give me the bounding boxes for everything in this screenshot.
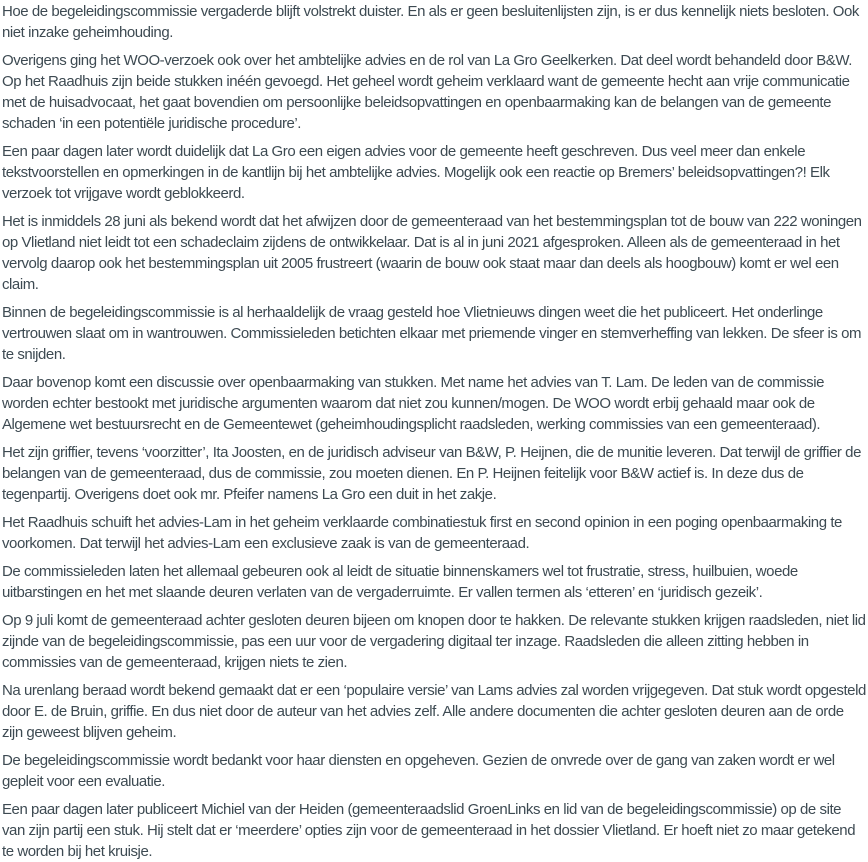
article-paragraph: Het Raadhuis schuift het advies-Lam in het geheim verklaarde combinatiestuk first en second opinion in een poging openbaarmaking te voorkomen. Dat terwijl het advies-Lam een exclusieve zaak is van de gemeenteraad. <box>2 514 842 552</box>
article-paragraph: Daar bovenop komt een discussie over openbaarmaking van stukken. Met name het advies van T. Lam. De leden van de commissie worden echter bestookt met juridische argumenten waarom dat niet zou kunnen/mogen. De WOO wordt erbij gehaald maar ook de Algemene wet bestuursrecht en de Gemeentewet (geheimhoudingsplicht raadsleden, werking commissies van een gemeenteraad). <box>2 374 824 433</box>
article-paragraph: Hoe de begeleidingscommissie vergaderde blijft volstrekt duister. En als er geen besluitenlijsten zijn, is er dus kennelijk niets besloten. Ook niet inzake geheimhouding. <box>2 3 859 41</box>
article-paragraph: Het zijn griffier, tevens ‘voorzitter’, Ita Joosten, en de juridisch adviseur van B&W, P. Heijnen, die de munitie leveren. Dat terwijl de griffier de belangen van de gemeenteraad, dus de commissie, zou moeten dienen. En P. Heijnen feitelijk voor B&W actief is. In deze dus de tegenpartij. Overigens doet ook mr. Pfeifer namens La Gro een duit in het zakje. <box>2 444 861 503</box>
article-paragraph: Het is inmiddels 28 juni als bekend wordt dat het afwijzen door de gemeenteraad van het bestemmingsplan tot de bouw van 222 woningen op Vlietland niet leidt tot een schadeclaim zijdens de ontwikkelaar. Dat is al in juni 2021 afgesproken. Alleen als de gemeenteraad in het vervolg daarop ook het bestemmingsplan uit 2005 frustreert (waarin de bouw ook staat maar dan deels als hoogbouw) komt er wel een claim. <box>2 213 862 293</box>
article-paragraph: Binnen de begeleidingscommissie is al herhaaldelijk de vraag gesteld hoe Vlietnieuws dingen weet die het publiceert. Het onderlinge vertrouwen slaat om in wantrouwen. Commissieleden betichten elkaar met priemende vinger en stemverheffing van lekken. De sfeer is om te snijden. <box>2 304 862 363</box>
article-paragraph: Op 9 juli komt de gemeenteraad achter gesloten deuren bijeen om knopen door te hakken. De relevante stukken krijgen raadsleden, niet lid zijnde van de begeleidingscommissie, pas een uur voor de vergadering digitaal ter inzage. Raadsleden die alleen zitting hebben in commissies van de gemeenteraad, krijgen niets te zien. <box>2 612 866 671</box>
article-paragraph: De commissieleden laten het allemaal gebeuren ook al leidt de situatie binnenskamers wel tot frustratie, stress, huilbuien, woede uitbarstingen en het met slaande deuren verlaten van de vergaderruimte. Er vallen termen als ‘etteren’ en ‘juridisch gezeik’. <box>2 563 798 601</box>
article-body <box>2 1 867 862</box>
article-paragraph: Een paar dagen later wordt duidelijk dat La Gro een eigen advies voor de gemeente heeft geschreven. Dus veel meer dan enkele tekstvoorstellen en opmerkingen in de kantlijn bij het ambtelijke advies. Mogelijk ook een reactie op Bremers’ beleidsopvattingen?! Elk verzoek tot vrijgave wordt geblokkeerd. <box>2 143 830 202</box>
article-paragraph: Na urenlang beraad wordt bekend gemaakt dat er een ‘populaire versie’ van Lams advies zal worden vrijgegeven. Dat stuk wordt opgesteld door E. de Bruin, griffie. En dus niet door de auteur van het advies zelf. Alle andere documenten die achter gesloten deuren aan de orde zijn geweest blijven geheim. <box>2 682 866 741</box>
article-paragraph: Een paar dagen later publiceert Michiel van der Heiden (gemeenteraadslid GroenLinks en lid van de begeleidingscommissie) op de site van zijn partij een stuk. Hij stelt dat er ‘meerdere’ opties zijn voor de gemeenteraad in het dossier Vlietland. Er hoeft niet zo maar getekend te worden bij het kruisje. <box>2 801 856 860</box>
article-paragraph: De begeleidingscommissie wordt bedankt voor haar diensten en opgeheven. Gezien de onvrede over de gang van zaken wordt er wel gepleit voor een evaluatie. <box>2 752 835 790</box>
article-paragraph: Overigens ging het WOO-verzoek ook over het ambtelijke advies en de rol van La Gro Geelkerken. Dat deel wordt behandeld door B&W. Op het Raadhuis zijn beide stukken inéén gevoegd. Het geheel wordt geheim verklaard want de gemeente hecht aan vrije communicatie met de huisadvocaat, het gaat bovendien om persoonlijke beleidsopvattingen en openbaarmaking kan de belangen van de gemeente schaden ‘in een potentiële juridische procedure’. <box>2 52 852 132</box>
